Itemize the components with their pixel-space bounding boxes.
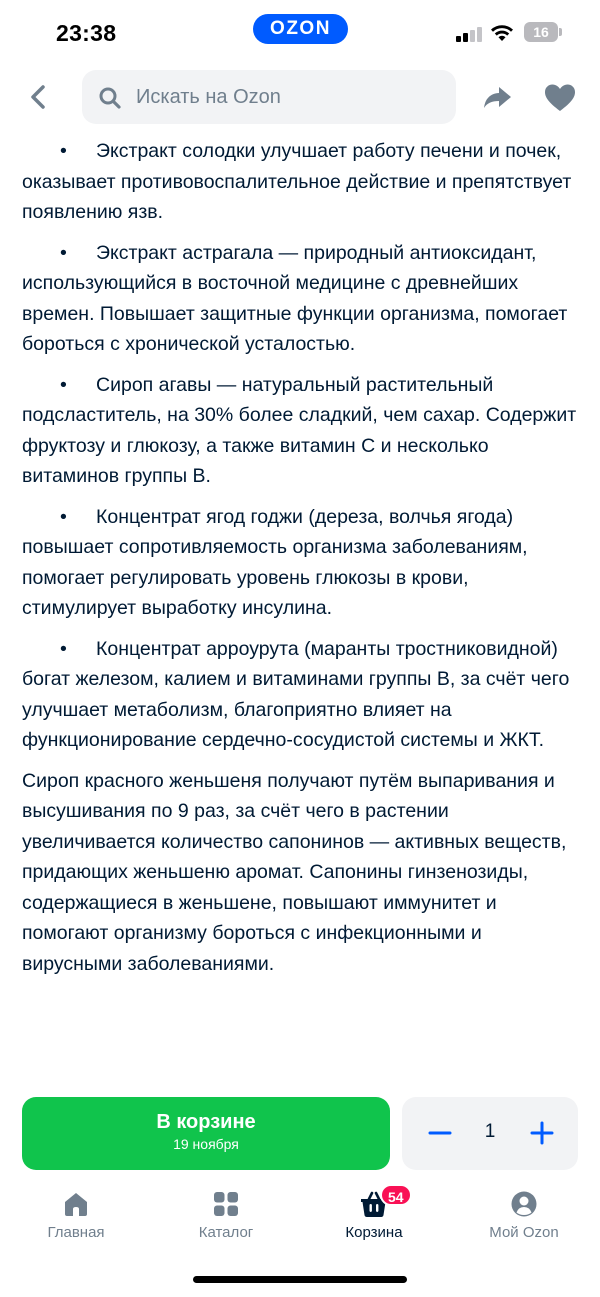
search-input[interactable]: [136, 70, 446, 124]
cart-bar: [0, 1097, 600, 1173]
status-time: 23:38: [56, 20, 117, 46]
nav-label: Главная: [47, 1224, 105, 1241]
share-icon: [480, 80, 514, 114]
description-paragraph: Сироп красного женьшеня получают путём выпаривания и высушивания по 9 раз, за счёт чего в растении увеличивается количество сапонинов — активных веществ, придающих женьшеню аромат. Сапонины гинзенозиды, содержащиеся в женьшене, повышают иммунитет и помогают организму бороться с инфекционными и вирусными заболеваниями.: [22, 769, 567, 975]
profile-icon: [510, 1190, 538, 1218]
list-item-text: Сироп агавы — натуральный растительный подсластитель, на 30% более сладкий, чем сахар. Содержит фруктозу и глюкозу, а также витамин C и несколько витаминов группы В.: [22, 373, 577, 487]
bottom-navigation: [0, 1180, 600, 1250]
battery-icon: [524, 22, 562, 42]
list-item: [22, 502, 582, 624]
home-indicator: [193, 1276, 407, 1283]
nav-label: Каталог: [198, 1224, 254, 1241]
back-button[interactable]: [22, 80, 56, 114]
nav-label: Мой Ozon: [489, 1224, 559, 1241]
wifi-icon: [490, 22, 514, 42]
nav-catalog[interactable]: [166, 1180, 286, 1244]
plus-icon: [524, 1115, 560, 1151]
increase-quantity-button[interactable]: [524, 1115, 560, 1151]
top-header: [0, 68, 600, 126]
minus-icon: [422, 1115, 458, 1151]
share-button[interactable]: [480, 80, 514, 114]
home-icon: [62, 1190, 90, 1218]
list-item: [22, 238, 582, 360]
signal-icon: [456, 26, 482, 42]
delivery-date: 19 ноября: [173, 1136, 239, 1152]
product-description: [22, 136, 582, 979]
nav-home[interactable]: [16, 1180, 136, 1244]
list-item: [22, 136, 582, 228]
list-item: [22, 370, 582, 492]
bullet-marker: •: [60, 637, 67, 660]
heart-icon: [543, 81, 577, 115]
bullet-marker: •: [60, 373, 67, 396]
list-item-text: Концентрат арроурута (маранты тростниковидной) богат железом, калием и витаминами группы В, за счёт чего улучшает метаболизм, благоприятно влияет на функционирование сердечно-сосудистой системы и ЖКТ.: [22, 637, 570, 751]
list-item-text: Концентрат ягод годжи (дереза, волчья ягода) повышает сопротивляемость организма заболеваниям, помогает регулировать уровень глюкозы в крови, стимулирует выработку инсулина.: [22, 505, 528, 619]
favorite-button[interactable]: [543, 81, 577, 115]
bullet-marker: •: [60, 241, 67, 264]
in-cart-title: В корзине: [156, 1111, 256, 1133]
quantity-stepper: [402, 1097, 578, 1170]
list-item: [22, 634, 582, 756]
nav-cart[interactable]: [314, 1180, 434, 1244]
search-box[interactable]: [82, 70, 456, 124]
catalog-icon: [212, 1190, 240, 1218]
nav-label: Корзина: [345, 1224, 403, 1241]
back-arrow-icon: [22, 80, 56, 114]
list-item-text: Экстракт астрагала — природный антиоксидант, использующийся в восточной медицине с древнейших времен. Повышает защитные функции организма, помогает бороться с хронической усталостью.: [22, 241, 568, 355]
list-item-text: Экстракт солодки улучшает работу печени и почек, оказывает противовоспалительное действие и препятствует появлению язв.: [22, 140, 572, 223]
search-icon: [98, 86, 122, 110]
ozon-logo: OZON: [253, 14, 348, 44]
battery-level: 16: [524, 22, 558, 42]
in-cart-button[interactable]: [22, 1097, 390, 1170]
decrease-quantity-button[interactable]: [422, 1115, 458, 1151]
quantity-value: 1: [484, 1121, 496, 1142]
bullet-marker: •: [60, 140, 67, 162]
status-bar: [0, 0, 600, 62]
bullet-marker: •: [60, 505, 67, 528]
nav-profile[interactable]: [464, 1180, 584, 1244]
cart-badge: 54: [380, 1184, 412, 1206]
